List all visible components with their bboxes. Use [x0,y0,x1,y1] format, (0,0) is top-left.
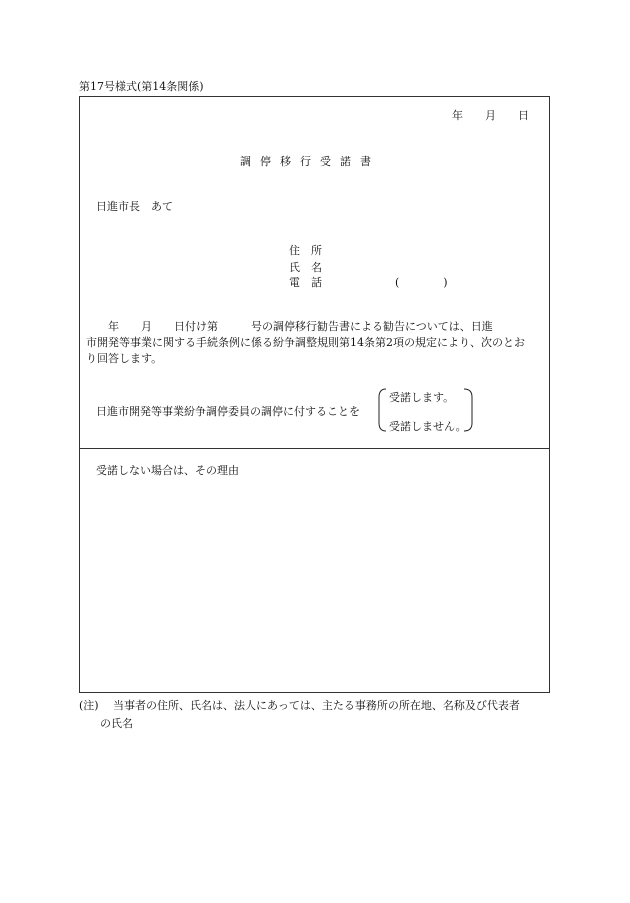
date-line: 年 月 日 [452,109,529,122]
address-label: 住 所 [289,244,322,257]
document-title: 調停移行受諾書 [240,155,380,168]
body-line-2: 市開発等事業に関する手続条例に係る紛争調整規則第14条第2項の規定により、次のとお [86,336,525,349]
section-divider [79,448,550,449]
reason-label: 受諾しない場合は、その理由 [96,464,239,477]
phone-value: ( ) [395,276,448,289]
option-accept: 受諾します。 [389,391,455,404]
name-label: 氏 名 [289,261,322,274]
phone-label: 電 話 [289,276,322,289]
form-frame [79,96,550,693]
note-line-1: 当事者の住所、氏名は、法人にあっては、主たる事務所の所在地、名称及び代表者 [113,699,520,712]
note-prefix: (注) [79,699,99,712]
form-number: 第17号様式(第14条関係) [79,80,204,93]
note-line-2: の氏名 [100,717,133,730]
addressee: 日進市長 あて [96,200,173,213]
consent-statement: 日進市開発等事業紛争調停委員の調停に付することを [96,405,360,418]
body-line-3: り回答します。 [86,352,163,365]
option-decline: 受諾しません。 [389,420,467,433]
body-line-1: 年 月 日付け第 号の調停移行勧告書による勧告については、日進 [86,320,493,333]
